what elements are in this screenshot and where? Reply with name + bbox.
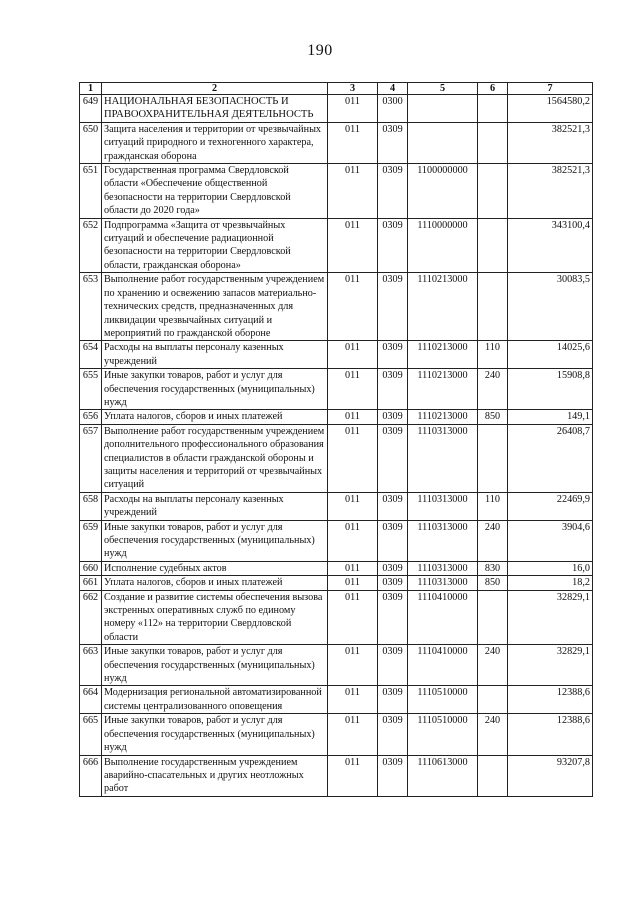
row-name-cell: Выполнение работ государственным учреждением по хранению и освежению запасов материально-технических средств, предназначенных для ликвидации чрезвычайных ситуаций и мероприятий по гражданской обороне [102,273,328,341]
row-name-cell: Выполнение работ государственным учреждением дополнительного профессионального образования специалистов в области гражданской обороны и защиты населения и территорий от чрезвычайных ситуаций [102,424,328,492]
row-section-code-cell: 0309 [378,341,408,369]
row-number-cell: 652 [80,218,102,273]
row-number-cell: 651 [80,164,102,219]
row-department-code-cell: 011 [328,369,378,410]
row-amount-cell: 93207,8 [508,755,593,796]
row-target-article-cell: 1110313000 [408,561,478,575]
row-number-cell: 661 [80,576,102,590]
row-name-cell: Иные закупки товаров, работ и услуг для обеспечения государственных (муниципальных) нужд [102,369,328,410]
table-row [80,424,593,492]
header-col-5: 5 [408,83,478,95]
row-name-cell: Иные закупки товаров, работ и услуг для обеспечения государственных (муниципальных) нужд [102,645,328,686]
row-amount-cell: 3904,6 [508,520,593,561]
table-row [80,95,593,123]
row-amount-cell: 14025,6 [508,341,593,369]
row-amount-cell: 32829,1 [508,645,593,686]
row-section-code-cell: 0309 [378,122,408,163]
row-section-code-cell: 0309 [378,520,408,561]
row-number-cell: 657 [80,424,102,492]
row-department-code-cell: 011 [328,561,378,575]
row-amount-cell: 12388,6 [508,686,593,714]
row-number-cell: 649 [80,95,102,123]
row-number-cell: 653 [80,273,102,341]
row-section-code-cell: 0309 [378,686,408,714]
row-expense-type-cell: 830 [478,561,508,575]
row-expense-type-cell: 240 [478,369,508,410]
row-amount-cell: 26408,7 [508,424,593,492]
row-section-code-cell: 0309 [378,273,408,341]
row-expense-type-cell [478,424,508,492]
row-target-article-cell [408,122,478,163]
row-amount-cell: 15908,8 [508,369,593,410]
row-number-cell: 663 [80,645,102,686]
row-section-code-cell: 0309 [378,576,408,590]
row-name-cell: Защита населения и территории от чрезвычайных ситуаций природного и техногенного характера, гражданская оборона [102,122,328,163]
row-expense-type-cell [478,686,508,714]
row-number-cell: 664 [80,686,102,714]
row-number-cell: 665 [80,714,102,755]
row-section-code-cell: 0309 [378,645,408,686]
row-expense-type-cell [478,122,508,163]
row-amount-cell: 343100,4 [508,218,593,273]
row-expense-type-cell: 110 [478,492,508,520]
row-target-article-cell: 1110213000 [408,273,478,341]
row-name-cell: Создание и развитие системы обеспечения вызова экстренных оперативных служб по единому номеру «112» на территории Свердловской области [102,590,328,645]
row-section-code-cell: 0309 [378,714,408,755]
row-number-cell: 658 [80,492,102,520]
row-name-cell: Иные закупки товаров, работ и услуг для обеспечения государственных (муниципальных) нужд [102,520,328,561]
row-name-cell: Уплата налогов, сборов и иных платежей [102,410,328,424]
row-target-article-cell: 1110510000 [408,686,478,714]
row-name-cell: Расходы на выплаты персоналу казенных учреждений [102,341,328,369]
row-department-code-cell: 011 [328,218,378,273]
row-department-code-cell: 011 [328,576,378,590]
row-amount-cell: 30083,5 [508,273,593,341]
row-target-article-cell: 1110410000 [408,645,478,686]
row-name-cell: Подпрограмма «Защита от чрезвычайных ситуаций и обеспечение радиационной безопасности на территории Свердловской области, гражданская оборона» [102,218,328,273]
row-expense-type-cell: 240 [478,645,508,686]
row-number-cell: 662 [80,590,102,645]
row-name-cell: Модернизация региональной автоматизированной системы централизованного оповещения [102,686,328,714]
table-row [80,755,593,796]
table-row [80,369,593,410]
row-target-article-cell: 1110000000 [408,218,478,273]
row-target-article-cell: 1110510000 [408,714,478,755]
row-name-cell: Уплата налогов, сборов и иных платежей [102,576,328,590]
row-department-code-cell: 011 [328,273,378,341]
row-number-cell: 659 [80,520,102,561]
row-expense-type-cell: 110 [478,341,508,369]
row-amount-cell: 22469,9 [508,492,593,520]
header-col-3: 3 [328,83,378,95]
row-amount-cell: 12388,6 [508,714,593,755]
row-expense-type-cell [478,590,508,645]
row-name-cell: Исполнение судебных актов [102,561,328,575]
row-section-code-cell: 0309 [378,369,408,410]
row-department-code-cell: 011 [328,686,378,714]
row-department-code-cell: 011 [328,492,378,520]
table-header-row [80,83,593,95]
row-target-article-cell: 1100000000 [408,164,478,219]
table-row [80,218,593,273]
row-amount-cell: 1564580,2 [508,95,593,123]
row-section-code-cell: 0309 [378,424,408,492]
row-name-cell: Выполнение государственным учреждением аварийно-спасательных и других неотложных работ [102,755,328,796]
row-department-code-cell: 011 [328,520,378,561]
row-name-cell: Расходы на выплаты персоналу казенных учреждений [102,492,328,520]
table-row [80,341,593,369]
row-department-code-cell: 011 [328,714,378,755]
row-target-article-cell: 1110313000 [408,520,478,561]
row-number-cell: 650 [80,122,102,163]
row-name-cell: Иные закупки товаров, работ и услуг для обеспечения государственных (муниципальных) нужд [102,714,328,755]
table-row [80,686,593,714]
row-target-article-cell [408,95,478,123]
row-number-cell: 654 [80,341,102,369]
row-expense-type-cell: 240 [478,714,508,755]
page-number: 190 [307,42,333,59]
table-row [80,576,593,590]
table-row [80,492,593,520]
row-target-article-cell: 1110213000 [408,341,478,369]
row-section-code-cell: 0309 [378,561,408,575]
row-expense-type-cell [478,164,508,219]
row-department-code-cell: 011 [328,645,378,686]
table-row [80,273,593,341]
row-expense-type-cell: 850 [478,410,508,424]
header-col-7: 7 [508,83,593,95]
header-col-2: 2 [102,83,328,95]
row-target-article-cell: 1110613000 [408,755,478,796]
row-section-code-cell: 0309 [378,755,408,796]
row-section-code-cell: 0309 [378,590,408,645]
table-row [80,520,593,561]
table-row [80,645,593,686]
table-row [80,590,593,645]
row-expense-type-cell [478,755,508,796]
row-amount-cell: 382521,3 [508,122,593,163]
row-expense-type-cell: 240 [478,520,508,561]
row-department-code-cell: 011 [328,341,378,369]
row-department-code-cell: 011 [328,95,378,123]
row-target-article-cell: 1110213000 [408,369,478,410]
table-row [80,122,593,163]
row-amount-cell: 16,0 [508,561,593,575]
row-section-code-cell: 0300 [378,95,408,123]
row-amount-cell: 32829,1 [508,590,593,645]
row-department-code-cell: 011 [328,164,378,219]
row-section-code-cell: 0309 [378,218,408,273]
header-col-1: 1 [80,83,102,95]
table-row [80,164,593,219]
row-section-code-cell: 0309 [378,410,408,424]
row-number-cell: 660 [80,561,102,575]
row-department-code-cell: 011 [328,590,378,645]
row-target-article-cell: 1110313000 [408,424,478,492]
row-number-cell: 666 [80,755,102,796]
row-target-article-cell: 1110313000 [408,576,478,590]
row-target-article-cell: 1110410000 [408,590,478,645]
row-number-cell: 655 [80,369,102,410]
row-name-cell: Государственная программа Свердловской области «Обеспечение общественной безопасности на территории Свердловской области до 2020 года» [102,164,328,219]
row-department-code-cell: 011 [328,410,378,424]
row-section-code-cell: 0309 [378,164,408,219]
header-col-4: 4 [378,83,408,95]
row-number-cell: 656 [80,410,102,424]
row-target-article-cell: 1110313000 [408,492,478,520]
row-department-code-cell: 011 [328,755,378,796]
table-row [80,714,593,755]
table-row [80,561,593,575]
row-expense-type-cell [478,95,508,123]
row-department-code-cell: 011 [328,122,378,163]
row-name-cell: НАЦИОНАЛЬНАЯ БЕЗОПАСНОСТЬ И ПРАВООХРАНИТЕЛЬНАЯ ДЕЯТЕЛЬНОСТЬ [102,95,328,123]
row-section-code-cell: 0309 [378,492,408,520]
row-expense-type-cell [478,218,508,273]
row-target-article-cell: 1110213000 [408,410,478,424]
table-row [80,410,593,424]
row-expense-type-cell: 850 [478,576,508,590]
budget-table [79,82,593,797]
row-expense-type-cell [478,273,508,341]
row-amount-cell: 18,2 [508,576,593,590]
header-col-6: 6 [478,83,508,95]
row-department-code-cell: 011 [328,424,378,492]
row-amount-cell: 382521,3 [508,164,593,219]
row-amount-cell: 149,1 [508,410,593,424]
